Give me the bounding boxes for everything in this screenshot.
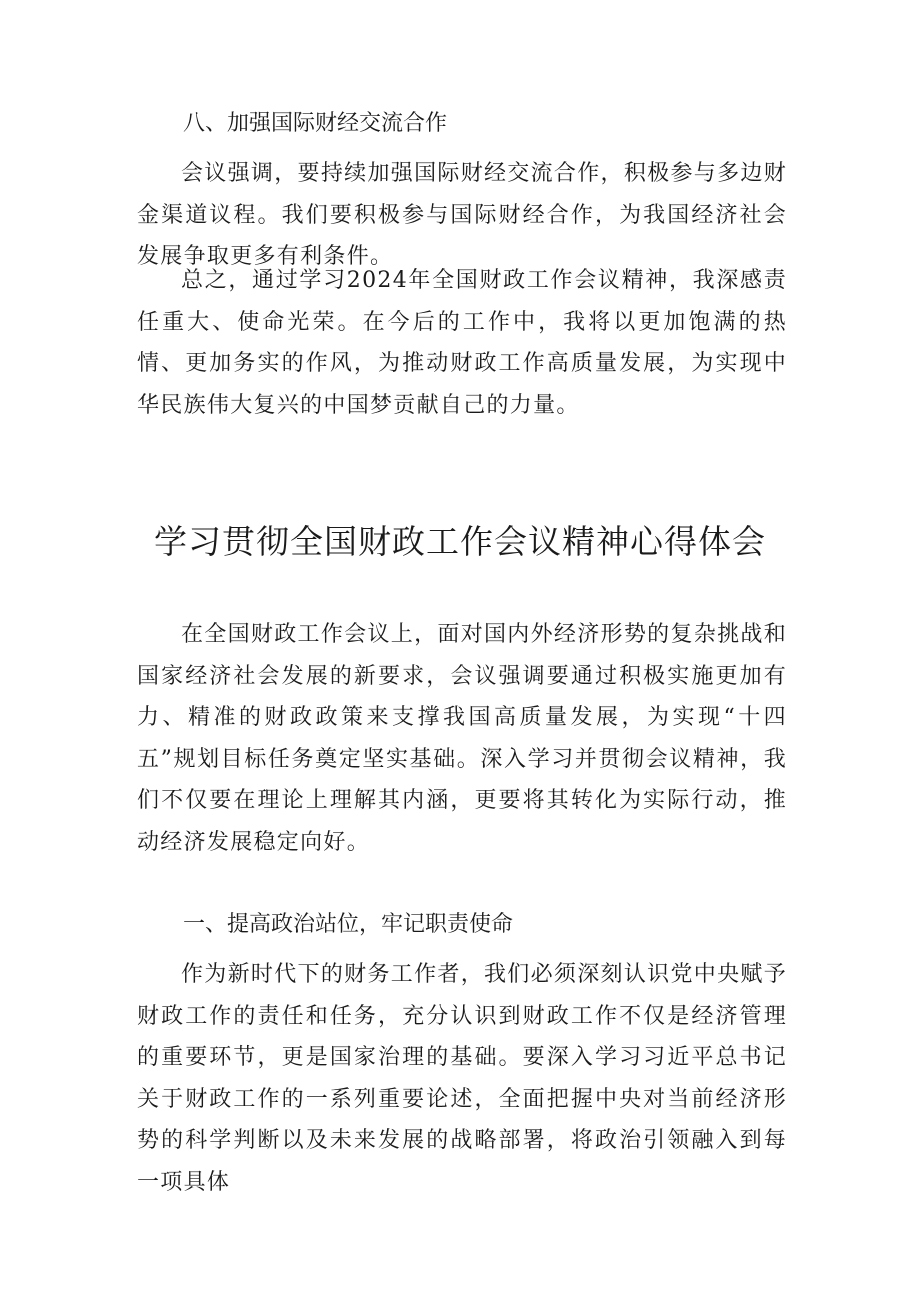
article-intro <box>137 614 787 863</box>
section-8-body <box>137 153 787 278</box>
intro-paragraph: 在全国财政工作会议上，面对国内外经济形势的复杂挑战和国家经济社会发展的新要求，会议强调要通过积极实施更加有力、精准的财政政策来支撑我国高质量发展，为实现“十四五”规划目标任务奠定坚实基础。深入学习并贯彻会议精神，我们不仅要在理论上理解其内涵，更要将其转化为实际行动，推动经济发展稳定向好。 <box>137 622 787 855</box>
section-8 <box>137 109 787 139</box>
article-title: 学习贯彻全国财政工作会议精神心得体会 <box>154 522 766 561</box>
section-1-paragraph: 作为新时代下的财务工作者，我们必须深刻认识党中央赋予财政工作的责任和任务，充分认识到财政工作不仅是经济管理的重要环节，更是国家治理的基础。要深入学习习近平总书记关于财政工作的一系列重要论述，全面把握中央对当前经济形势的科学判断以及未来发展的战略部署，将政治引领融入到每一项具体 <box>137 962 787 1195</box>
section-1-heading: 一、提高政治站位，牢记职责使命 <box>183 912 514 937</box>
section-8-heading: 八、加强国际财经交流合作 <box>183 111 448 136</box>
section-1 <box>137 910 787 940</box>
conclusion-paragraph: 总之，通过学习2024年全国财政工作会议精神，我深感责任重大、使命光荣。在今后的工作中，我将以更加饱满的热情、更加务实的作风，为推动财政工作高质量发展，为实现中华民族伟大复兴的中国梦贡献自己的力量。 <box>137 268 787 418</box>
section-1-body <box>137 954 787 1203</box>
conclusion <box>137 260 787 426</box>
section-8-paragraph: 会议强调，要持续加强国际财经交流合作，积极参与多边财金渠道议程。我们要积极参与国际财经合作，为我国经济社会发展争取更多有利条件。 <box>137 161 787 269</box>
